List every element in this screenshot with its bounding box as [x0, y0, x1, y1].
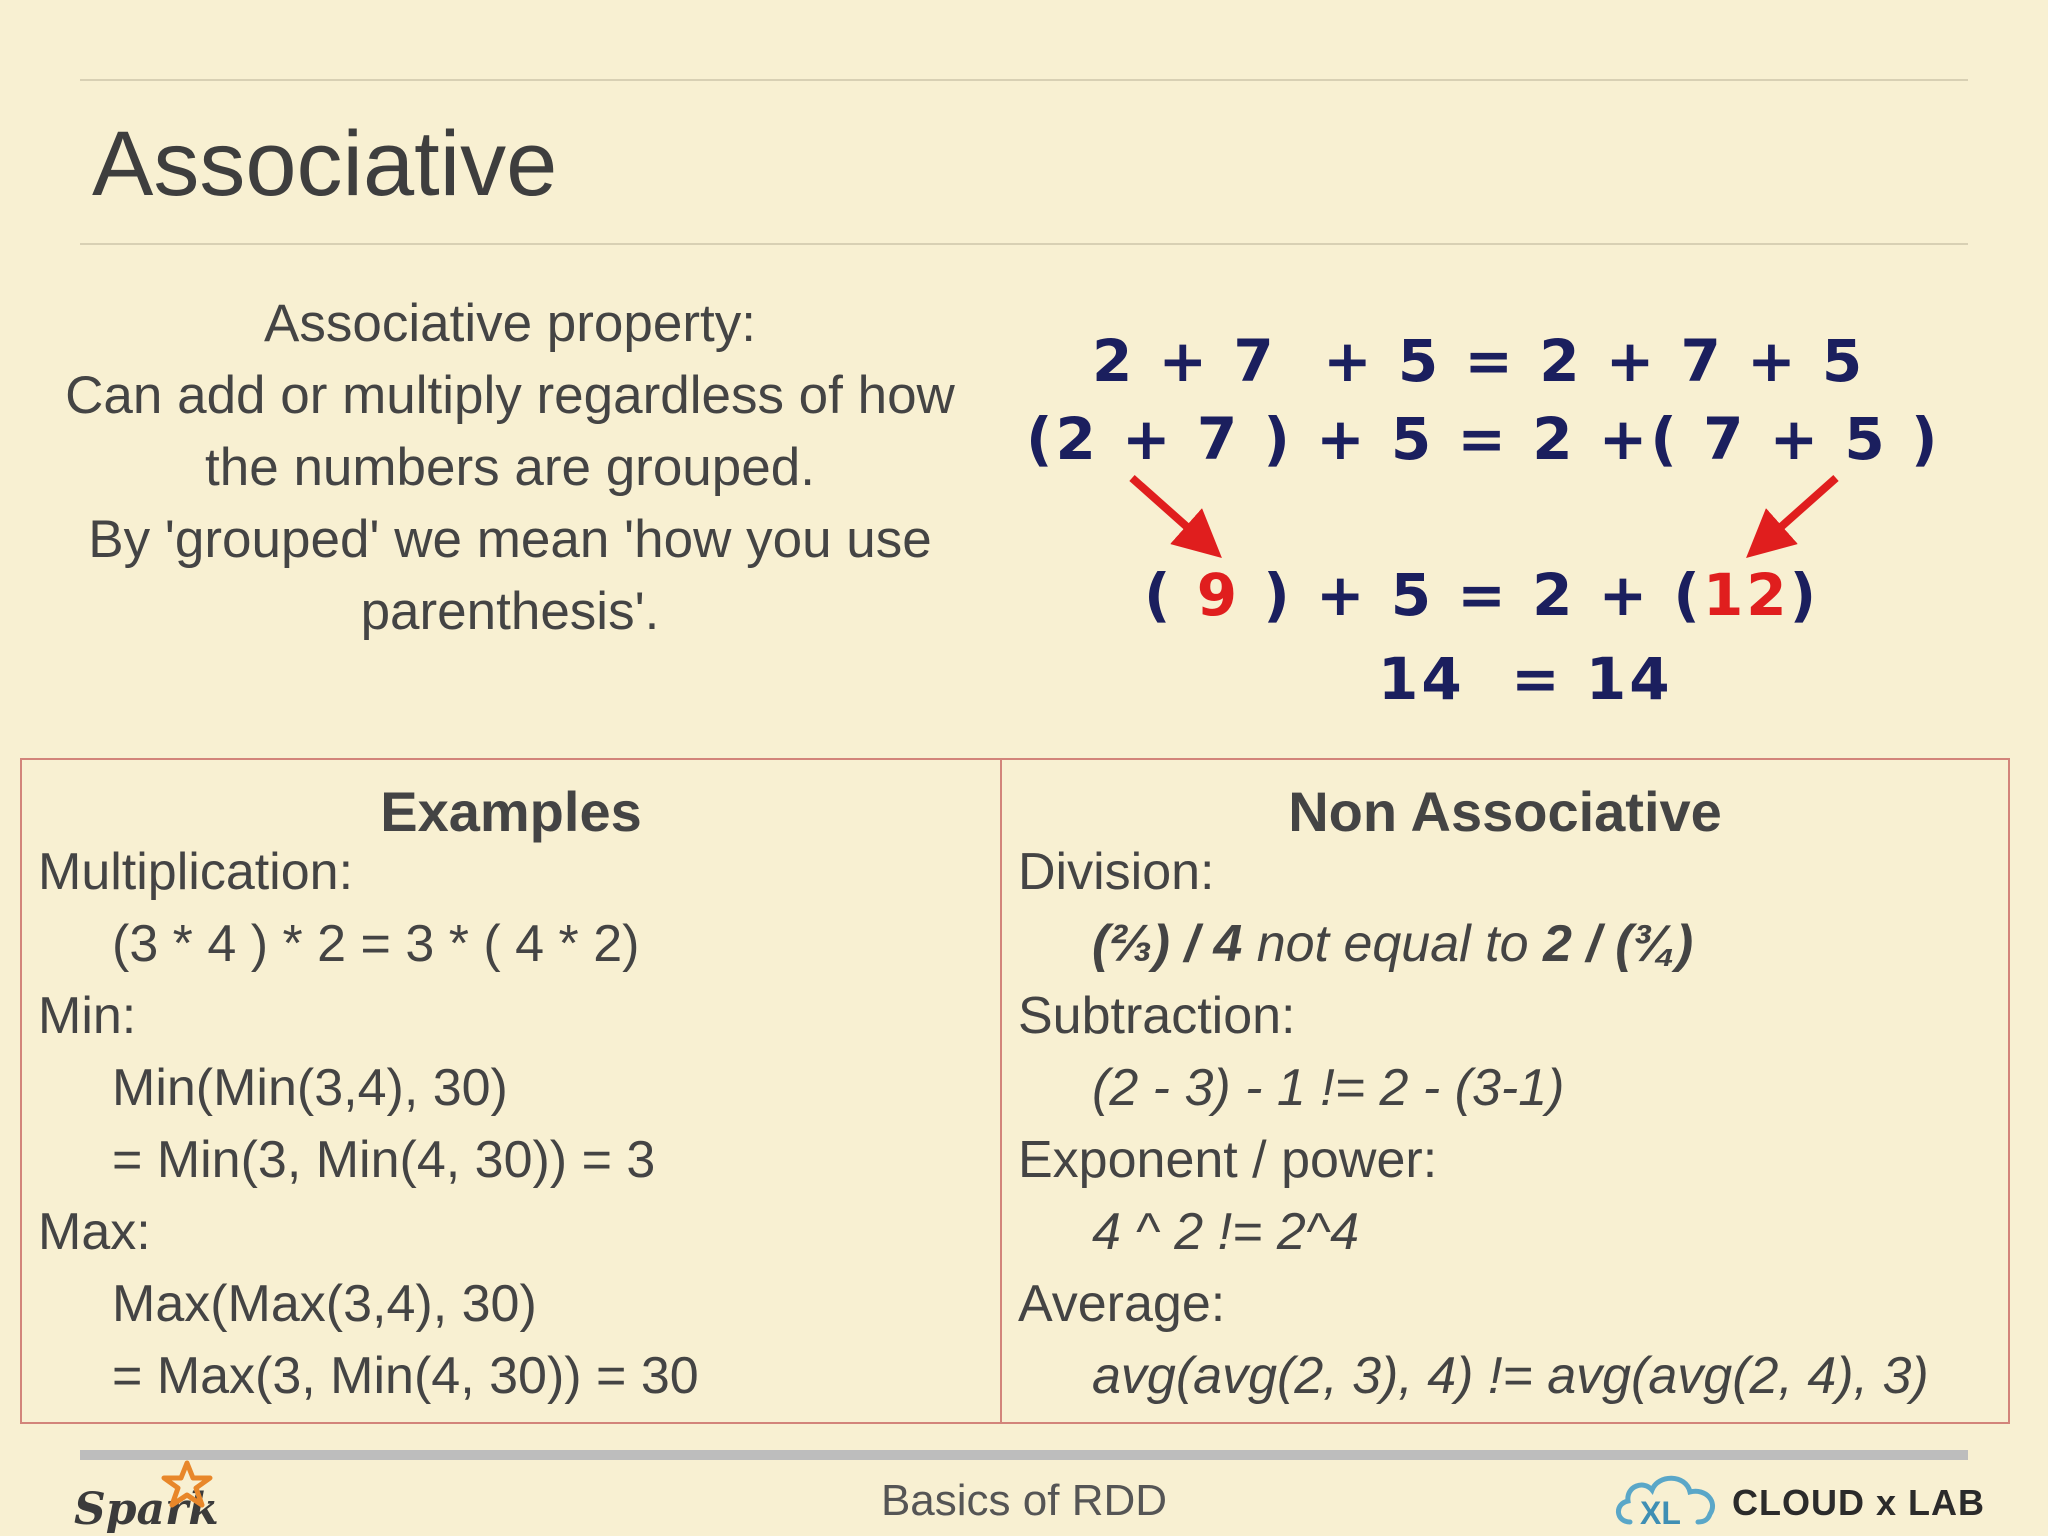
left-arrow-icon: [1132, 478, 1204, 542]
definition-line: the numbers are grouped.: [205, 438, 815, 497]
cloudxlab-wordmark: CLOUD x LAB: [1732, 1482, 1985, 1523]
equation-line-2: (2 + 7 ) + 5 = 2 +( 7 + 5 ): [1026, 405, 1941, 473]
equation-line-3: [1144, 561, 1820, 629]
comparison-table: [20, 758, 2010, 1424]
result-twelve: 12: [1702, 561, 1790, 629]
definition-line: Associative property:: [264, 294, 756, 353]
example-expression: = Max(3, Min(4, 30)) = 30: [112, 1347, 699, 1405]
top-rule: [80, 79, 1968, 81]
average-expression: avg(avg(2, 3), 4) != avg(avg(2, 4), 3): [1092, 1347, 1929, 1405]
equation-line-1: 2 + 7 + 5 = 2 + 7 + 5: [1092, 327, 1866, 395]
associative-illustration: [1000, 320, 2040, 720]
cloudxlab-logo: [1608, 1468, 2028, 1532]
example-label: Min:: [38, 987, 137, 1045]
definition-line: By 'grouped' we mean 'how you use: [88, 510, 932, 569]
subtraction-expression: (2 - 3) - 1 != 2 - (3-1): [1092, 1059, 1565, 1117]
equation-line-4: 14 = 14: [1378, 645, 1673, 713]
division-left: (⅔) / 4: [1092, 915, 1243, 973]
division-middle: not equal to: [1242, 915, 1543, 973]
example-expression: Max(Max(3,4), 30): [112, 1275, 537, 1333]
cloud-icon-letters: XL: [1640, 1495, 1681, 1531]
subtraction-label: Subtraction:: [1018, 987, 1296, 1045]
example-expression: = Min(3, Min(4, 30)) = 3: [112, 1131, 656, 1189]
right-arrow-icon: [1764, 478, 1836, 542]
paren-close: ): [1789, 561, 1820, 629]
paren-open: (: [1144, 561, 1197, 629]
division-expression: [1018, 908, 2008, 980]
footer-rule: [80, 1450, 1968, 1460]
non-associative-heading: Non Associative: [1288, 780, 1722, 843]
division-right: 2 / (¾): [1542, 915, 1694, 973]
non-associative-column: [1002, 760, 2008, 1422]
example-expression: Min(Min(3,4), 30): [112, 1059, 508, 1117]
example-expression: (3 * 4 ) * 2 = 3 * ( 4 * 2): [112, 915, 640, 973]
footer-title: Basics of RDD: [880, 1476, 1168, 1525]
division-label: Division:: [1018, 843, 1215, 901]
examples-column: [22, 760, 1000, 1422]
exponent-label: Exponent / power:: [1018, 1131, 1438, 1189]
definition-text: [28, 288, 992, 648]
title-rule: [80, 243, 1968, 245]
example-label: Max:: [38, 1203, 151, 1261]
cloud-icon: [1608, 1468, 1726, 1532]
equation-middle: ) + 5 = 2 + (: [1240, 561, 1703, 629]
example-label: Multiplication:: [38, 843, 354, 901]
examples-heading: Examples: [380, 780, 642, 843]
slide-title: Associative: [92, 113, 558, 215]
result-nine: 9: [1196, 561, 1241, 629]
spark-wordmark: Spark: [74, 1484, 219, 1535]
definition-line: parenthesis'.: [360, 582, 660, 641]
average-label: Average:: [1018, 1275, 1226, 1333]
exponent-expression: 4 ^ 2 != 2^4: [1092, 1203, 1360, 1261]
definition-line: Can add or multiply regardless of how: [65, 366, 955, 425]
